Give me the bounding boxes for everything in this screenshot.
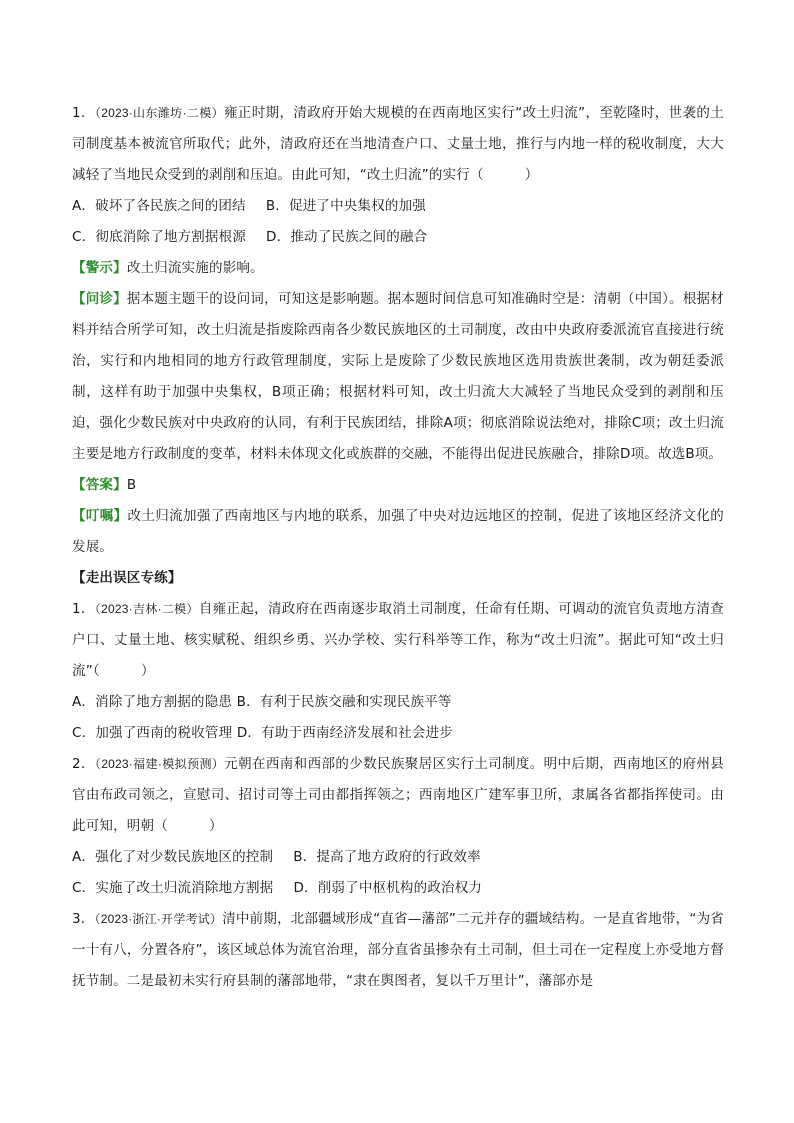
option-c: C．彻底消除了地方割据根源 xyxy=(72,229,247,245)
reminder-tag: 【叮嘱】 xyxy=(72,508,128,524)
reminder-text: 改土归流加强了西南地区与内地的联系，加强了中央对边远地区的控制，促进了该地区经济文化的发展。 xyxy=(72,508,724,555)
question-stem: 元朝在西南和西部的少数民族聚居区实行土司制度。明中后期，西南地区的府州县官由布政司领之，宣慰司、招讨司等土司由都指挥领之；西南地区广建军事卫所，隶属各省都指挥使司。由此可知，明朝（ ） xyxy=(72,756,724,834)
options-row-ab xyxy=(72,191,724,222)
warning-tag: 【警示】 xyxy=(72,260,127,276)
question-source: （2023·吉林·二模） xyxy=(94,602,199,616)
options-row-cd xyxy=(72,222,724,253)
question-number: 1． xyxy=(72,601,95,617)
option-d: D．削弱了中枢机构的政治权力 xyxy=(293,880,483,896)
question-stem: 自雍正起，清政府在西南逐步取消土司制度，任命有任期、可调动的流官负责地方清查户口、丈量土地、核实赋税、组织乡勇、兴办学校、实行科举等工作，称为“改土归流”。据此可知“改土归流”（ ） xyxy=(72,601,724,679)
practice-3 xyxy=(72,904,724,997)
document-page xyxy=(72,98,724,997)
option-b: B．提高了地方政府的行政效率 xyxy=(293,849,481,865)
option-b: B．有利于民族交融和实现民族平等 xyxy=(236,694,452,710)
question-source: （2023·山东潍坊·二模） xyxy=(94,106,225,120)
options-row-ab xyxy=(72,842,724,873)
diagnosis-tag: 【问诊】 xyxy=(72,291,127,307)
options-row-cd xyxy=(72,718,724,749)
option-c: C．加强了西南的税收管理 xyxy=(72,725,233,741)
question-number: 3． xyxy=(72,911,95,927)
option-a: A．破坏了各民族之间的团结 xyxy=(72,198,246,214)
option-d: D．推动了民族之间的融合 xyxy=(266,229,428,245)
warning-text: 改土归流实施的影响。 xyxy=(126,260,264,276)
answer-text: B xyxy=(126,477,137,493)
answer-tag: 【答案】 xyxy=(72,477,127,493)
question-number: 2． xyxy=(72,756,95,772)
practice-2 xyxy=(72,749,724,842)
question-1 xyxy=(72,98,724,191)
options-row-cd xyxy=(72,873,724,904)
question-stem: 雍正时期，清政府开始大规模的在西南地区实行“改土归流”，至乾隆时，世袭的土司制度基本被流官所取代；此外，清政府还在当地清查户口、丈量土地，推行与内地一样的税收制度，大大减轻了当地民众受到的剥削和压迫。由此可知，“改土归流”的实行（ ） xyxy=(72,105,724,183)
question-number: 1． xyxy=(72,105,95,121)
option-b: B．促进了中央集权的加强 xyxy=(265,198,427,214)
question-source: （2023·福建·模拟预测） xyxy=(94,757,225,771)
option-d: D．有助于西南经济发展和社会进步 xyxy=(236,725,453,741)
practice-1 xyxy=(72,594,724,687)
answer-block xyxy=(72,470,724,501)
diagnosis-block xyxy=(72,284,724,470)
options-row-ab xyxy=(72,687,724,718)
option-a: A．强化了对少数民族地区的控制 xyxy=(72,849,274,865)
section-title: 【走出误区专练】 xyxy=(72,570,182,586)
question-stem: 清中前期，北部疆域形成“直省—藩部”二元并存的疆域结构。一是直省地带，“为省一十有八，分置各府”，该区域总体为流官治理，部分直省虽掺杂有土司制，但土司在一定程度上亦受地方督抚节制。二是最初未实行府县制的藩部地带，“隶在舆图者，复以千万里计”，藩部亦是 xyxy=(72,911,724,989)
warning-block xyxy=(72,253,724,284)
diagnosis-text: 据本题主题干的设问词，可知这是影响题。据本题时间信息可知准确时空是：清朝（中国）。根据材料并结合所学可知，改土归流是指废除西南各少数民族地区的土司制度，改由中央政府委派流官直接进行统治，实行和内地相同的地方行政管理制度，实际上是废除了少数民族地区选用贵族世袭制，改为朝廷委派制，这样有助于加强中央集权，B项正确；根据材料可知，改土归流大大减轻了当地民众受到的剥削和压迫，强化少数民族对中央政府的认同，有利于民族团结，排除A项；彻底消除说法绝对，排除C项；改土归流主要是地方行政制度的变革，材料未体现文化或族群的交融，不能得出促进民族融合，排除D项。故选B项。 xyxy=(72,291,724,462)
question-source: （2023·浙江·开学考试） xyxy=(94,912,223,926)
option-a: A．消除了地方割据的隐患 xyxy=(72,694,233,710)
reminder-block xyxy=(72,501,724,563)
option-c: C．实施了改土归流消除地方割据 xyxy=(72,880,274,896)
